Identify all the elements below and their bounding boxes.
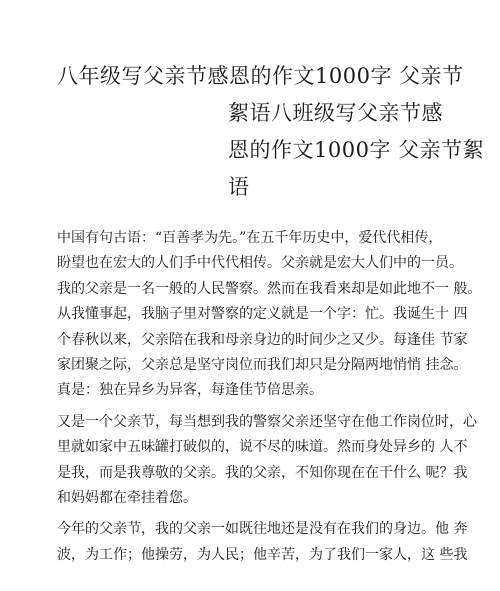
- text-line: 中国有句古语：“百善孝为先。”在五千年历史中，爱代代相传，: [57, 230, 443, 246]
- text-line: 我的父亲是一名一般的人民警察。然而在我看来却是如此地不一 般。: [57, 280, 482, 297]
- paragraph-3: [57, 517, 468, 568]
- title-line: 八年级写父亲节感恩的作文1000字 父亲节: [57, 64, 464, 88]
- text-line: 个春秋以来，父亲陪在我和母亲身边的时间少之又少。每逢佳 节家: [57, 331, 468, 348]
- text-line: 真是：独在异乡为异客，每逢佳节倍思亲。: [57, 382, 323, 399]
- title-line: 絮语八班级写父亲节感: [228, 101, 443, 125]
- title-line: 恩的作文1000字 父亲节絮: [228, 138, 485, 162]
- title-line: 语: [228, 175, 250, 199]
- text-line: 波，为工作；他操劳，为人民；他辛苦，为了我们一家人，这 些我: [57, 546, 468, 563]
- text-line: 里就如家中五味罐打破似的，说不尽的味道。然而身处异乡的 人不: [57, 439, 468, 456]
- document-body: [57, 226, 482, 568]
- text-line: 是我，而是我尊敬的父亲。我的父亲，不知你现在在干什么 呢？我: [57, 464, 468, 481]
- text-line: 盼望也在宏大的人们手中代代相传。父亲就是宏大人们中的一员。: [57, 255, 463, 272]
- text-line: 从我懂事起，我脑子里对警察的定义就是一个字：忙。我诞生十 四: [57, 306, 468, 323]
- text-line: 又是一个父亲节，每当想到我的警察父亲还坚守在他工作岗位时，心: [57, 413, 477, 430]
- text-line: 家团聚之际，父亲总是坚守岗位而我们却只是分隔两地悄悄 挂念。: [57, 357, 468, 374]
- text-line: 今年的父亲节，我的父亲一如既往地还是没有在我们的身边。他 奔: [57, 521, 468, 538]
- document-title: [57, 58, 485, 206]
- text-line: 和妈妈都在牵挂着您。: [57, 490, 197, 507]
- paragraph-2: [57, 410, 477, 512]
- paragraph-1: [57, 226, 482, 404]
